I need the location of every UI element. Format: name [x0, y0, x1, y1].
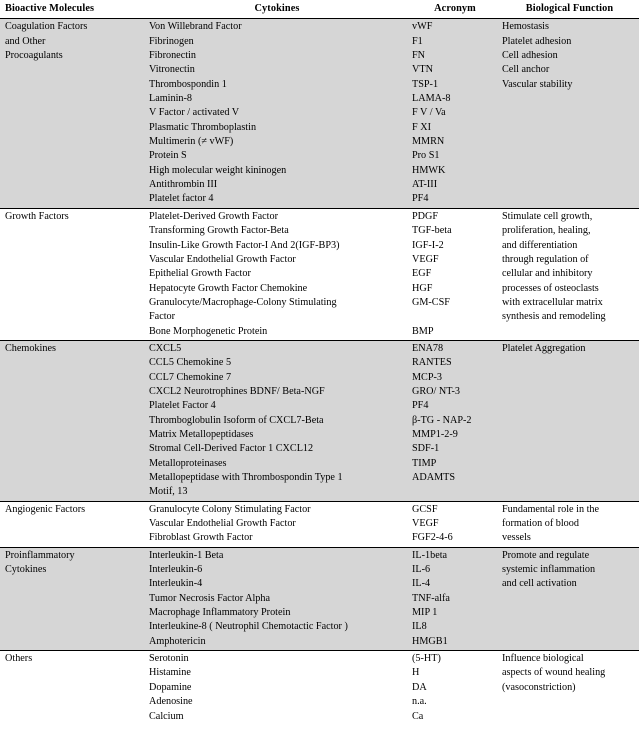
cell-acronym-line: VTN: [412, 64, 433, 76]
cell-acronym-line: H: [412, 667, 420, 679]
cell-cytokine-line: Vitronectin: [149, 64, 195, 76]
cell-acronym-line: GRO/ NT-3: [412, 385, 461, 397]
cell-function-line: processes of osteoclasts: [502, 282, 599, 294]
cell-acronym-line: LAMA-8: [412, 93, 451, 105]
cell-cytokine-line: Thrombospondin 1: [149, 78, 227, 90]
cell-function-line: with extracellular matrix: [502, 296, 603, 308]
cell-cytokine-line: Von Willebrand Factor: [149, 21, 242, 33]
cell-cytokine-line: High molecular weight kininogen: [149, 164, 287, 176]
cell-acronym: [410, 501, 500, 547]
cell-cytokine-line: Amphotericin: [149, 635, 206, 647]
cell-cytokine-line: Platelet-Derived Growth Factor: [149, 210, 279, 222]
cell-acronym-line: MCP-3: [412, 371, 443, 383]
cell-cytokine-line: Thromboglobulin Isoform of CXCL7-Beta: [149, 414, 324, 426]
cell-category-line: Coagulation Factors: [5, 21, 88, 33]
table-row: [0, 651, 639, 725]
cell-cytokine-line: CXCL5: [149, 342, 182, 354]
cell-function: [500, 651, 639, 725]
cell-acronym-line: TSP-1: [412, 78, 439, 90]
cell-acronym-line: (5-HT): [412, 653, 441, 665]
cell-cytokine-line: Interleukin-6: [149, 564, 203, 576]
cell-acronym: [410, 19, 500, 208]
cell-cytokine-line: Stromal Cell-Derived Factor 1 CXCL12: [149, 443, 314, 455]
cell-cytokine-line: Protein S: [149, 150, 187, 162]
cell-acronym-line: RANTES: [412, 357, 452, 369]
cell-function-line: Stimulate cell growth,: [502, 210, 593, 222]
cell-cytokine-line: Multimerin (≠ vWF): [149, 136, 234, 148]
cell-acronym-line: HMWK: [412, 164, 446, 176]
cell-cytokine-line: Insulin-Like Growth Factor-I And 2(IGF-BP3): [149, 239, 340, 251]
cell-function-line: formation of blood: [502, 518, 579, 530]
cell-cytokine-line: Serotonin: [149, 653, 189, 665]
cell-acronym-line: MIP 1: [412, 607, 438, 619]
cell-function: [500, 547, 639, 650]
cell-cytokine-line: Factor: [149, 311, 176, 323]
cell-cytokine-line: Platelet Factor 4: [149, 400, 216, 412]
cell-function-line: through regulation of: [502, 253, 589, 265]
cell-acronym-line: MMP1-2-9: [412, 428, 458, 440]
cell-acronym-line: F XI: [412, 121, 431, 133]
cell-acronym-line: TIMP: [412, 457, 437, 469]
cell-cytokine-line: Metallopeptidase with Thrombospondin Type 1: [149, 472, 343, 483]
cell-acronym-line: AT-III: [412, 179, 438, 191]
cell-cytokine-line: Vascular Endothelial Growth Factor: [149, 518, 296, 530]
cell-cytokine-line: Granulocyte Colony Stimulating Factor: [149, 503, 311, 515]
cell-function-line: and differentiation: [502, 239, 578, 251]
cell-acronym: [410, 340, 500, 501]
cell-function-line: Cell anchor: [502, 64, 550, 76]
cell-acronym-line: Pro S1: [412, 150, 440, 162]
cell-cytokine-line: Hepatocyte Growth Factor Chemokine: [149, 282, 308, 294]
cell-category-line: Chemokines: [5, 342, 56, 354]
cell-function: [500, 501, 639, 547]
cell-cytokine-line: Fibronectin: [149, 50, 196, 62]
cell-cytokine-line: Adenosine: [149, 696, 193, 708]
cell-cytokine-line: Vascular Endothelial Growth Factor: [149, 253, 296, 265]
table-header: [0, 0, 639, 19]
cell-acronym-line: VEGF: [412, 518, 439, 530]
column-header-bioactive-molecules: Bioactive Molecules: [0, 0, 144, 19]
cell-acronym-line: SDF-1: [412, 443, 440, 455]
cell-acronym: [410, 547, 500, 650]
cell-function-line: and cell activation: [502, 578, 577, 590]
cell-cytokine-line: CCL5 Chemokine 5: [149, 357, 232, 369]
cell-acronym-line: vWF: [412, 21, 433, 33]
cell-cytokine: [144, 651, 410, 725]
cell-cytokine-line: Bone Morphogenetic Protein: [149, 325, 268, 337]
cell-acronym: [410, 651, 500, 725]
cell-category: [0, 501, 144, 547]
cell-cytokine-line: CXCL2 Neurotrophines BDNF/ Beta-NGF: [149, 385, 325, 397]
cell-category: [0, 651, 144, 725]
cell-cytokine-line: Matrix Metallopeptidases: [149, 428, 254, 440]
table-row: [0, 208, 639, 340]
cell-acronym-line: IL-1beta: [412, 549, 448, 561]
cell-function-line: synthesis and remodeling: [502, 311, 606, 323]
cell-cytokine-line: Epithelial Growth Factor: [149, 268, 251, 280]
column-header-biological-function: Biological Function: [500, 0, 639, 19]
cell-acronym-line: ENA78: [412, 342, 444, 354]
cell-category-line: Proinflammatory: [5, 549, 75, 561]
cell-acronym: [410, 208, 500, 340]
header-row: [0, 0, 639, 19]
cell-acronym-line: F V / Va: [412, 107, 446, 119]
cell-cytokine-line: Platelet factor 4: [149, 193, 214, 205]
cell-acronym-line: FN: [412, 50, 426, 62]
cell-acronym-line: TNF-alfa: [412, 592, 450, 604]
cell-function-line: Cell adhesion: [502, 50, 558, 62]
cell-function-line: Vascular stability: [502, 78, 573, 90]
cell-cytokine-line: Laminin-8: [149, 93, 193, 105]
cell-category-line: Procoagulants: [5, 50, 63, 62]
cell-cytokine-line: Motif, 13: [149, 486, 188, 498]
cell-cytokine-line: Interleukine-8 ( Neutrophil Chemotactic Factor ): [149, 621, 348, 633]
cell-acronym-line: ADAMTS: [412, 472, 456, 483]
cell-acronym-line: FGF2-4-6: [412, 532, 453, 544]
cell-category-line: Others: [5, 653, 33, 665]
cell-cytokine-line: Tumor Necrosis Factor Alpha: [149, 592, 271, 604]
cell-acronym-line: DA: [412, 681, 427, 693]
cell-function-line: (vasoconstriction): [502, 681, 576, 693]
cell-category-line: Growth Factors: [5, 210, 69, 222]
cell-cytokine-line: Histamine: [149, 667, 191, 679]
cell-function-line: Promote and regulate: [502, 549, 590, 561]
cell-function: [500, 19, 639, 208]
cell-acronym-line: HMGB1: [412, 635, 448, 647]
cell-function-line: Platelet adhesion: [502, 35, 572, 47]
cell-acronym-line: EGF: [412, 268, 432, 280]
table-row: [0, 340, 639, 501]
cell-acronym-line: PF4: [412, 193, 429, 205]
cell-acronym-line: VEGF: [412, 253, 439, 265]
cell-cytokine-line: Calcium: [149, 710, 184, 722]
cell-function-line: cellular and inhibitory: [502, 268, 593, 280]
cell-acronym-line: n.a.: [412, 696, 427, 708]
cell-cytokine: [144, 547, 410, 650]
cell-cytokine: [144, 340, 410, 501]
cell-acronym-line: MMRN: [412, 136, 445, 148]
cell-category-line: Cytokines: [5, 564, 47, 576]
cell-cytokine-line: Interleukin-1 Beta: [149, 549, 224, 561]
column-header-acronym: Acronym: [410, 0, 500, 19]
cell-cytokine-line: Antithrombin III: [149, 179, 218, 191]
cell-cytokine-line: Macrophage Inflammatory Protein: [149, 607, 291, 619]
cell-cytokine-line: Transforming Growth Factor-Beta: [149, 225, 289, 237]
cell-cytokine: [144, 19, 410, 208]
cell-acronym-line: IL-6: [412, 564, 431, 576]
cell-function-line: Hemostasis: [502, 21, 549, 33]
table-row: [0, 547, 639, 650]
cell-acronym-line: GCSF: [412, 503, 438, 515]
cell-acronym-line: GM-CSF: [412, 296, 450, 308]
cell-acronym-line: Ca: [412, 710, 424, 722]
cell-function: [500, 340, 639, 501]
cell-acronym-line: IL8: [412, 621, 427, 633]
cell-acronym-line: BMP: [412, 325, 434, 337]
cell-function-line: aspects of wound healing: [502, 667, 606, 679]
cell-cytokine-line: V Factor / activated V: [149, 107, 240, 119]
cell-category: [0, 547, 144, 650]
cell-acronym-line: IL-4: [412, 578, 431, 590]
cell-cytokine-line: CCL7 Chemokine 7: [149, 371, 232, 383]
table-row: [0, 19, 639, 208]
cell-acronym-line: β-TG - NAP-2: [412, 414, 472, 426]
table-row: [0, 501, 639, 547]
cell-acronym-line: IGF-I-2: [412, 239, 444, 251]
cell-cytokine-line: Plasmatic Thromboplastin: [149, 121, 257, 133]
cell-function-line: Fundamental role in the: [502, 503, 600, 515]
cell-category-line: Angiogenic Factors: [5, 503, 86, 515]
cell-cytokine: [144, 501, 410, 547]
cell-category: [0, 208, 144, 340]
cell-cytokine-line: Metalloproteinases: [149, 457, 227, 469]
cell-category: [0, 340, 144, 501]
cell-function-line: proliferation, healing,: [502, 225, 591, 237]
column-header-cytokines: Cytokines: [144, 0, 410, 19]
cell-acronym-line: PDGF: [412, 210, 439, 222]
cell-function-line: vessels: [502, 532, 531, 544]
cell-function: [500, 208, 639, 340]
cell-acronym-line: F1: [412, 35, 423, 47]
cell-acronym-line: TGF-beta: [412, 225, 452, 237]
cell-acronym-line: PF4: [412, 400, 429, 412]
cell-category: [0, 19, 144, 208]
cell-function-line: Influence biological: [502, 653, 584, 665]
cell-cytokine-line: Interleukin-4: [149, 578, 203, 590]
cell-function-line: Platelet Aggregation: [502, 342, 586, 354]
cell-cytokine-line: Dopamine: [149, 681, 192, 693]
cell-cytokine-line: Granulocyte/Macrophage-Colony Stimulating: [149, 296, 337, 308]
cell-cytokine-line: Fibroblast Growth Factor: [149, 532, 253, 544]
cell-cytokine-line: Fibrinogen: [149, 35, 194, 47]
cell-function-line: systemic inflammation: [502, 564, 596, 576]
table-body: [0, 19, 639, 725]
cell-category-line: and Other: [5, 35, 46, 47]
cell-cytokine: [144, 208, 410, 340]
cell-acronym-line: HGF: [412, 282, 433, 294]
